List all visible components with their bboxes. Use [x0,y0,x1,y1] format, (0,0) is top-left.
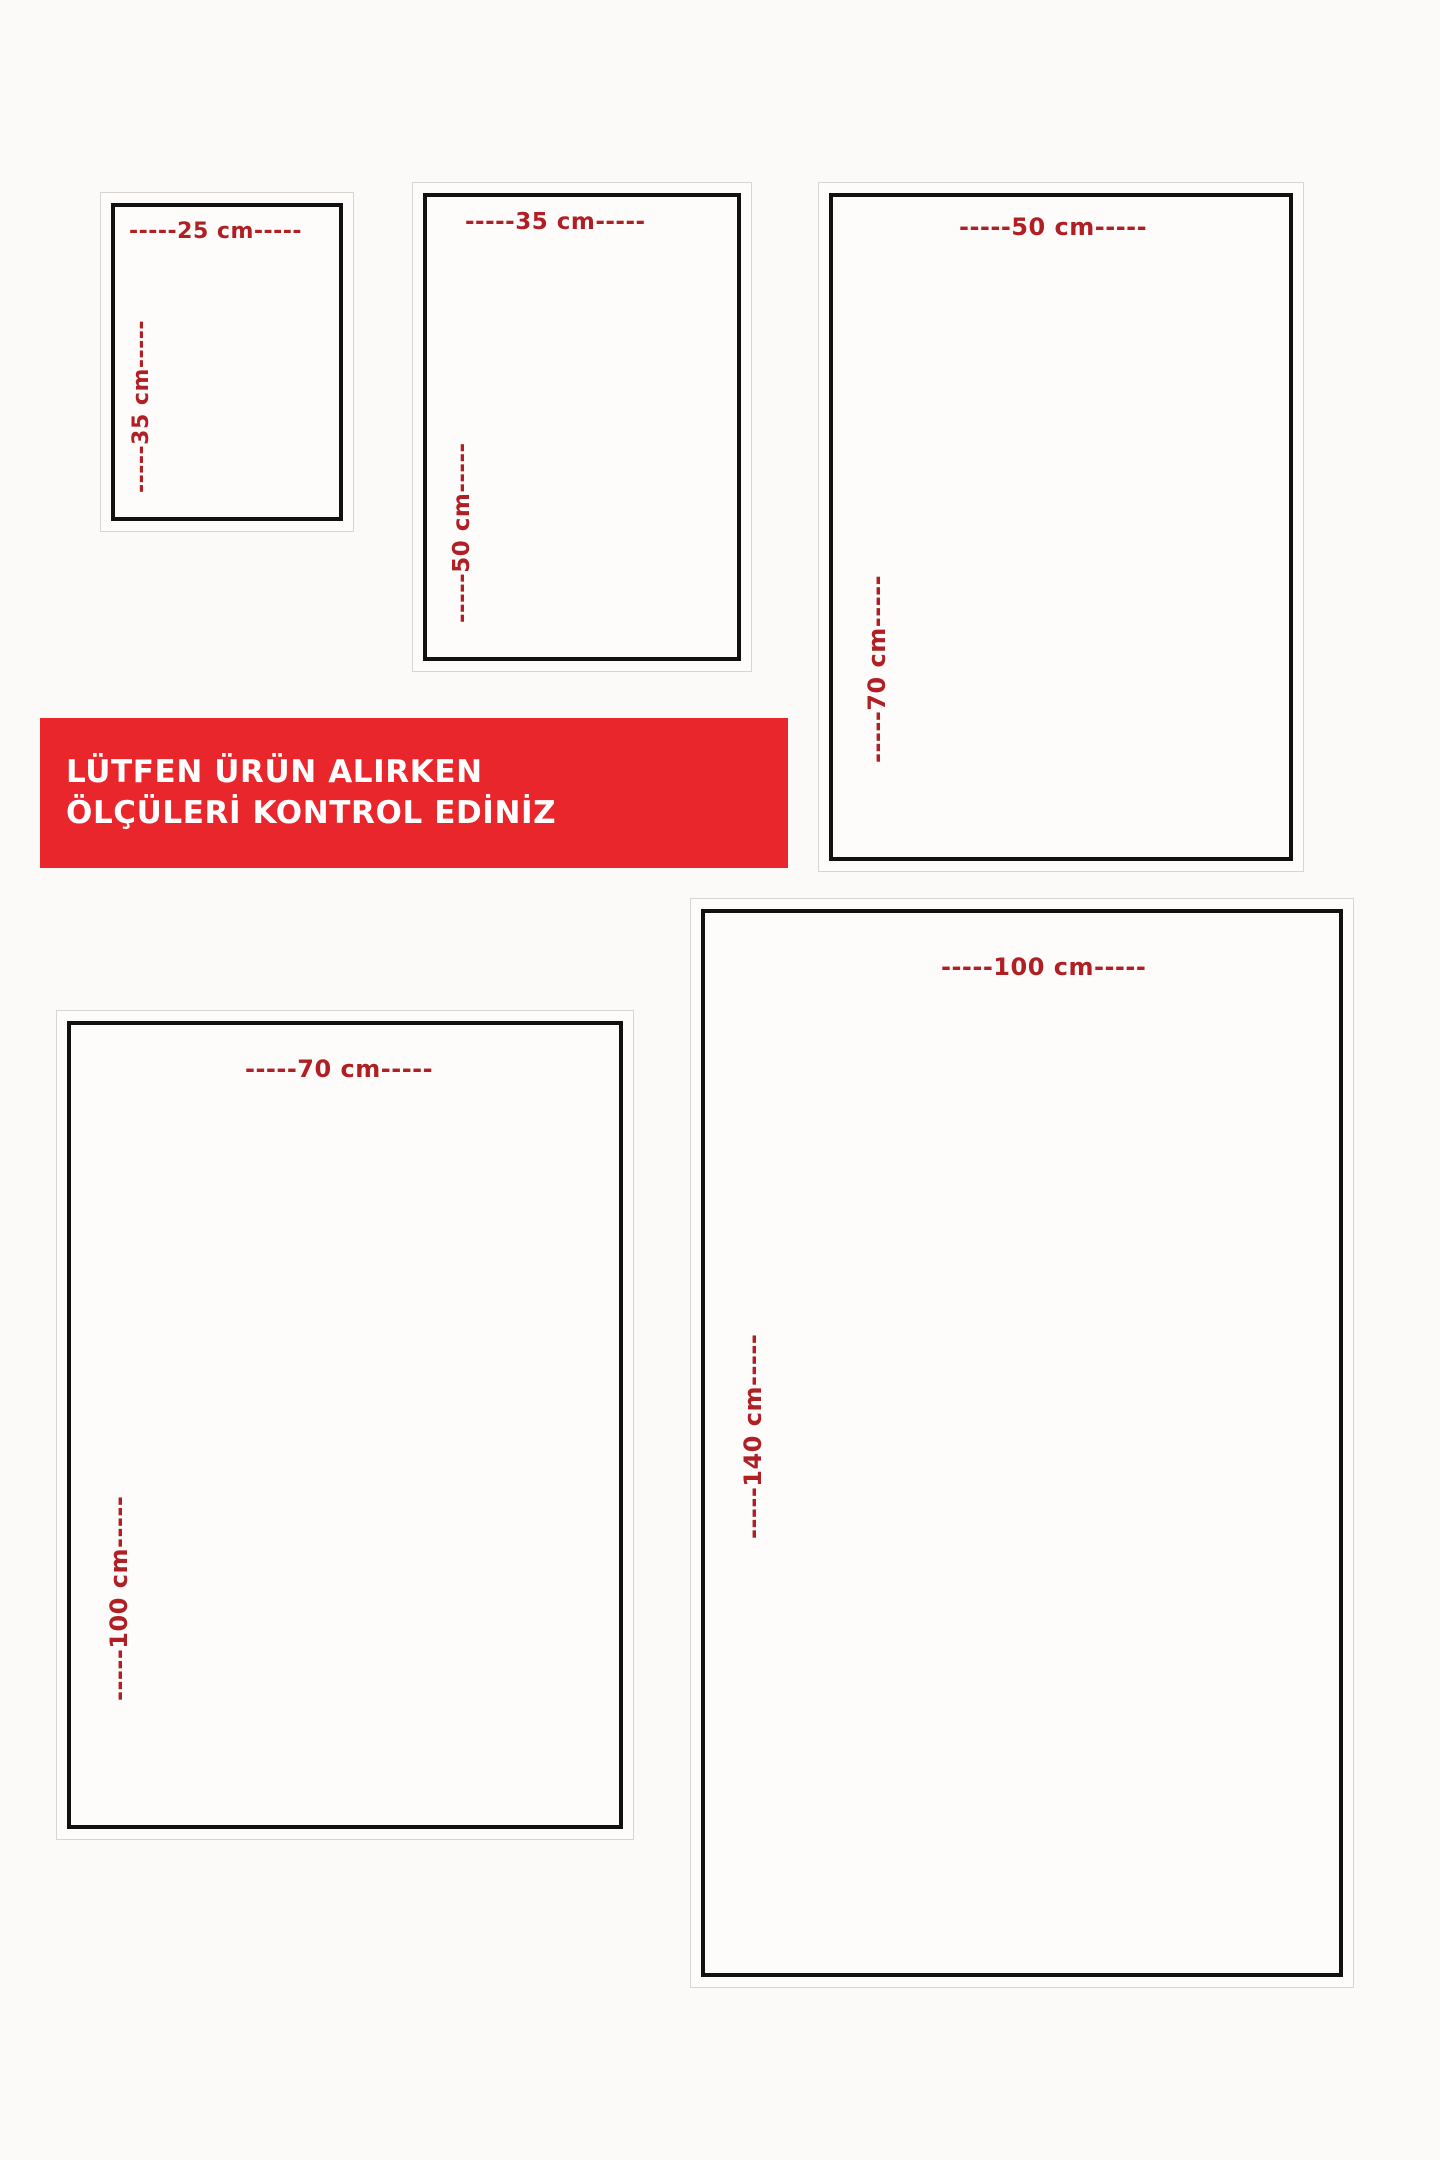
frame-35x50-height-label: -----50 cm----- [449,442,475,623]
frame-50x70-height-label: -----70 cm----- [863,574,891,763]
frame-100x140-inner [701,909,1343,1977]
frame-25x35-width-label: -----25 cm----- [129,219,303,244]
frame-25x35 [100,192,354,532]
warning-banner-line-1: LÜTFEN ÜRÜN ALIRKEN [66,754,483,791]
frame-100x140-height-label: -----140 cm----- [739,1333,767,1539]
warning-banner [40,718,788,868]
frame-70x100 [56,1010,634,1840]
frame-35x50-width-label: -----35 cm----- [465,209,646,235]
frame-100x140 [690,898,1354,1988]
frame-100x140-width-label: -----100 cm----- [941,953,1147,981]
frame-50x70 [818,182,1304,872]
frame-70x100-inner [67,1021,623,1829]
frame-70x100-height-label: -----100 cm----- [105,1495,133,1701]
frame-70x100-width-label: -----70 cm----- [245,1055,434,1083]
frame-50x70-inner [829,193,1293,861]
frame-25x35-height-label: -----35 cm----- [129,319,154,493]
warning-banner-line-2: ÖLÇÜLERİ KONTROL EDİNİZ [66,795,557,831]
frame-35x50 [412,182,752,672]
frame-50x70-width-label: -----50 cm----- [959,213,1148,241]
